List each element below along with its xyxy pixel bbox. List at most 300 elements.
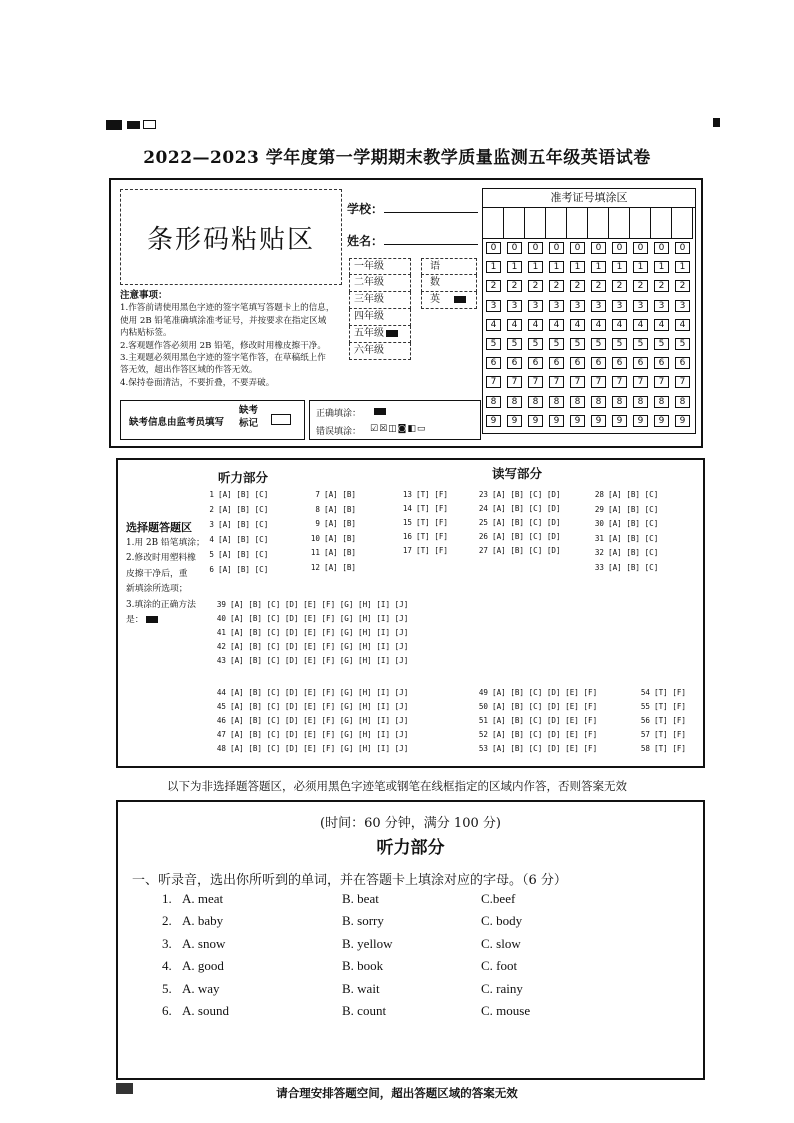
id-digit-bubble[interactable]: 0 (612, 242, 627, 254)
question-number: 3 (209, 520, 214, 529)
id-digit-bubble[interactable]: 4 (591, 319, 606, 331)
option-bubbles[interactable]: [A] [B] [C] [D] [E] [F] (492, 744, 598, 753)
id-digit-bubble[interactable]: 9 (654, 415, 669, 427)
question-number: 25 (478, 518, 488, 527)
question-number: 9 (315, 519, 320, 528)
option-bubbles[interactable]: [A] [B] [C] [D] [E] [F] [G] [H] [I] [J] (230, 642, 409, 651)
id-digit-bubble[interactable]: 4 (654, 319, 669, 331)
id-digit-bubble[interactable]: 5 (549, 338, 564, 350)
id-digit-bubble[interactable]: 2 (507, 280, 522, 292)
id-digit-bubble[interactable]: 4 (633, 319, 648, 331)
question-number: 43 (216, 656, 226, 665)
question-number: 33 (594, 562, 604, 572)
question-row[interactable] (590, 534, 658, 544)
grade-option-selected[interactable]: 五年级 (349, 326, 411, 343)
id-digit-bubble[interactable]: 4 (528, 319, 543, 331)
id-digit-bubble[interactable]: 6 (591, 357, 606, 369)
id-write-cell[interactable] (672, 208, 693, 239)
question-number: 49 (478, 688, 488, 697)
id-digit-bubble[interactable]: 3 (591, 300, 606, 312)
id-digit-bubble[interactable]: 8 (633, 396, 648, 408)
id-digit-bubble[interactable]: 2 (633, 280, 648, 292)
id-digit-bubble[interactable]: 5 (528, 338, 543, 350)
option-a: A. sound (182, 1003, 229, 1018)
id-digit-bubble[interactable]: 0 (654, 242, 669, 254)
option-bubbles[interactable]: [A] [B] (324, 562, 357, 572)
section-title: 听力部分 (376, 838, 445, 858)
option-bubbles[interactable]: [A] [B] [C] [D] [E] [F] [G] [H] [I] [J] (230, 600, 409, 609)
option-bubbles[interactable]: [A] [B] [C] [D] (492, 518, 561, 527)
exam-id-title: 准考证号填涂区 (483, 189, 695, 208)
option-bubbles[interactable]: [A] [B] [C] [D] [E] [F] [G] [H] [I] [J] (230, 688, 409, 697)
option-bubbles[interactable]: [A] [B] [C] (608, 504, 659, 514)
question-row[interactable] (474, 730, 597, 740)
id-digit-bubble[interactable]: 4 (675, 319, 690, 331)
question-row[interactable] (636, 744, 686, 754)
subject-option[interactable]: 数 (421, 275, 477, 292)
question-row[interactable] (200, 505, 268, 515)
question-number: 54 (640, 688, 650, 697)
id-digit-bubble[interactable]: 1 (507, 261, 522, 273)
subject-selector (421, 258, 477, 309)
question-row[interactable] (398, 518, 448, 528)
id-digit-bubble[interactable]: 0 (549, 242, 564, 254)
id-digit-bubble[interactable]: 7 (549, 376, 564, 388)
id-digit-bubble[interactable]: 0 (486, 242, 501, 254)
option-bubbles[interactable]: [T] [F] (654, 688, 687, 697)
id-digit-bubble[interactable]: 6 (528, 357, 543, 369)
id-digit-bubble[interactable]: 3 (633, 300, 648, 312)
id-digit-bubble[interactable]: 5 (633, 338, 648, 350)
question-row[interactable] (474, 688, 597, 698)
id-digit-bubble[interactable]: 4 (612, 319, 627, 331)
school-field[interactable] (384, 212, 478, 213)
question-number: 52 (478, 730, 488, 739)
question-row[interactable] (212, 600, 408, 610)
option-bubbles[interactable]: [A] [B] [C] (218, 520, 269, 529)
question-number: 45 (216, 702, 226, 711)
option-bubbles[interactable]: [A] [B] [C] [D] [E] [F] [G] [H] [I] [J] (230, 744, 409, 753)
question-row[interactable] (590, 490, 658, 500)
reading-heading: 读写部分 (492, 466, 543, 481)
absent-info-box: 缺考信息由监考员填写 缺考 标记 (120, 400, 305, 440)
option-bubbles[interactable]: [A] [B] (324, 548, 357, 557)
question-number: 8 (315, 504, 320, 514)
question-number: 56 (640, 716, 650, 725)
question-row[interactable] (200, 550, 268, 560)
non-choice-notice: 以下为非选择题答题区，必须用黑色字迹笔或钢笔在线框指定的区域内作答，否则答案无效 (167, 779, 627, 793)
id-digit-bubble[interactable]: 6 (612, 357, 627, 369)
filled-mark (386, 330, 398, 337)
id-digit-bubble[interactable]: 2 (612, 280, 627, 292)
id-digit-bubble[interactable]: 3 (549, 300, 564, 312)
id-digit-bubble[interactable]: 9 (633, 415, 648, 427)
question-number: 44 (216, 688, 226, 697)
id-digit-bubble[interactable]: 2 (675, 280, 690, 292)
option-bubbles[interactable]: [A] [B] [C] [D] [E] [F] [G] [H] [I] [J] (230, 628, 409, 637)
question-number: 7 (315, 490, 320, 499)
absent-checkbox[interactable] (271, 414, 291, 425)
question-row[interactable] (398, 532, 448, 542)
question-number: 51 (478, 716, 488, 725)
option-bubbles[interactable]: [A] [B] [C] [D] [E] [F] [G] [H] [I] [J] (230, 730, 409, 739)
question-row[interactable] (474, 716, 597, 726)
grade-option[interactable]: 六年级 (349, 343, 411, 360)
item-number: 3. (162, 935, 172, 951)
option-c: C. body (481, 913, 523, 929)
question-row[interactable] (636, 730, 686, 740)
question-row[interactable] (398, 504, 448, 514)
option-a: A. good (182, 958, 224, 974)
id-write-cell[interactable] (609, 208, 630, 239)
option-bubbles[interactable]: [A] [B] [C] [D] (492, 546, 561, 555)
option-c: C. rainy (481, 980, 523, 996)
correct-fill-sample (374, 408, 386, 415)
question-row[interactable] (636, 702, 686, 712)
id-digit-bubble[interactable]: 0 (591, 242, 606, 254)
question-row[interactable] (474, 744, 597, 754)
option-bubbles[interactable]: [A] [B] [C] (218, 565, 269, 574)
id-digit-bubble[interactable]: 7 (570, 376, 585, 388)
id-digit-bubble[interactable]: 3 (486, 300, 501, 312)
option-bubbles[interactable]: [A] [B] [C] (218, 505, 269, 514)
option-bubbles[interactable]: [A] [B] [C] (218, 535, 269, 544)
id-digit-bubble[interactable]: 5 (507, 338, 522, 350)
id-digit-bubble[interactable]: 9 (675, 415, 690, 427)
id-digit-bubble[interactable]: 1 (654, 261, 669, 273)
id-digit-bubble[interactable]: 5 (612, 338, 627, 350)
question-number: 17 (402, 546, 412, 555)
question-number: 57 (640, 730, 650, 739)
id-digit-bubble[interactable]: 1 (591, 261, 606, 273)
question-number: 46 (216, 716, 226, 725)
id-digit-bubble[interactable]: 6 (654, 357, 669, 369)
item-number: 6. (162, 1003, 172, 1018)
question-number: 4 (209, 535, 214, 544)
id-digit-bubble[interactable]: 6 (507, 357, 522, 369)
id-digit-bubble[interactable]: 3 (675, 300, 690, 312)
id-write-cell[interactable] (630, 208, 651, 239)
choice-instructions: 选择题答题区 1.用 2B 铅笔填涂； 2.修改时用塑料橡 皮擦干净后，重 新填涂所选项； 3.填涂的正确方法 是： (126, 521, 205, 625)
question-row[interactable] (212, 730, 408, 740)
question-number: 42 (216, 642, 226, 651)
id-digit-bubble[interactable]: 2 (591, 280, 606, 292)
exam-content-box (116, 800, 705, 1080)
id-write-cell[interactable] (567, 208, 588, 239)
id-digit-bubble[interactable]: 8 (654, 396, 669, 408)
id-digit-bubble[interactable]: 6 (633, 357, 648, 369)
id-digit-bubble[interactable]: 3 (570, 300, 585, 312)
question-row[interactable] (474, 546, 561, 556)
id-digit-bubble[interactable]: 1 (570, 261, 585, 273)
school-label: 学校： (347, 202, 384, 216)
id-digit-bubble[interactable]: 5 (675, 338, 690, 350)
option-bubbles[interactable]: [A] [B] [C] [D] [E] [F] (492, 688, 598, 697)
id-digit-bubble[interactable]: 7 (654, 376, 669, 388)
id-digit-bubble[interactable]: 7 (528, 376, 543, 388)
question-row[interactable] (474, 504, 561, 514)
option-bubbles[interactable]: [A] [B] [C] (608, 562, 659, 572)
id-digit-bubble[interactable]: 5 (591, 338, 606, 350)
option-bubbles[interactable]: [A] [B] (324, 490, 357, 499)
question-number: 10 (310, 533, 320, 543)
id-digit-bubble[interactable]: 3 (507, 300, 522, 312)
barcode-area: 条形码粘贴区 (120, 189, 342, 285)
id-digit-bubble[interactable]: 9 (486, 415, 501, 427)
option-bubbles[interactable]: [T] [F] (654, 730, 687, 739)
question-number: 1 (209, 490, 214, 499)
question-number: 27 (478, 546, 488, 555)
id-digit-bubble[interactable]: 9 (528, 415, 543, 427)
id-digit-bubble[interactable]: 7 (633, 376, 648, 388)
id-digit-bubble[interactable]: 1 (528, 261, 543, 273)
option-bubbles[interactable]: [A] [B] (324, 504, 357, 514)
option-a: A. snow (182, 935, 226, 951)
option-bubbles[interactable]: [A] [B] [C] (608, 490, 659, 499)
question-row[interactable] (306, 519, 356, 529)
id-digit-bubble[interactable]: 3 (654, 300, 669, 312)
option-bubbles[interactable]: [A] [B] [C] [D] [E] [F] [G] [H] [I] [J] (230, 656, 409, 665)
question-row[interactable] (474, 702, 597, 712)
question-row[interactable] (474, 490, 561, 500)
question-row[interactable] (200, 565, 268, 575)
question-number: 48 (216, 744, 226, 753)
option-bubbles[interactable]: [T] [F] (416, 546, 449, 555)
footer-note: 请合理安排答题空间，超出答题区域的答案无效 (276, 1086, 518, 1100)
id-digit-bubble[interactable]: 4 (486, 319, 501, 331)
option-bubbles[interactable]: [T] [F] (654, 716, 687, 725)
option-bubbles[interactable]: [T] [F] (416, 504, 449, 513)
option-bubbles[interactable]: [A] [B] (324, 519, 357, 528)
id-digit-bubble[interactable]: 9 (507, 415, 522, 427)
id-digit-bubble[interactable]: 1 (486, 261, 501, 273)
option-bubbles[interactable]: [A] [B] [C] [D] (492, 532, 561, 541)
alignment-mark (143, 120, 156, 129)
question-number: 23 (478, 490, 488, 499)
id-digit-bubble[interactable]: 7 (591, 376, 606, 388)
id-digit-bubble[interactable]: 2 (549, 280, 564, 292)
question-row[interactable] (590, 519, 658, 529)
option-bubbles[interactable]: [A] [B] [C] (608, 548, 659, 557)
question-row[interactable] (306, 548, 356, 558)
option-c: C. foot (481, 958, 518, 974)
grade-option[interactable]: 二年级 (349, 275, 411, 292)
question-row[interactable] (636, 688, 686, 698)
option-b: B. wait (342, 980, 380, 996)
id-digit-bubble[interactable]: 8 (528, 396, 543, 408)
question-row[interactable] (306, 534, 356, 544)
id-digit-bubble[interactable]: 7 (675, 376, 690, 388)
id-digit-bubble[interactable]: 8 (549, 396, 564, 408)
question-row[interactable] (474, 532, 561, 542)
question-row[interactable] (212, 702, 408, 712)
id-write-cell[interactable] (651, 208, 672, 239)
id-digit-bubble[interactable]: 8 (591, 396, 606, 408)
id-digit-bubble[interactable]: 0 (570, 242, 585, 254)
id-digit-bubble[interactable]: 6 (549, 357, 564, 369)
question-row[interactable] (306, 490, 356, 500)
id-digit-bubble[interactable]: 4 (507, 319, 522, 331)
option-bubbles[interactable]: [T] [F] (416, 518, 449, 527)
id-digit-bubble[interactable]: 8 (612, 396, 627, 408)
exam-id-grid (483, 208, 695, 433)
id-digit-bubble[interactable]: 9 (612, 415, 627, 427)
question-row[interactable] (212, 744, 408, 754)
item-number: 1. (162, 891, 172, 906)
question-row[interactable] (212, 688, 408, 698)
id-write-cell[interactable] (546, 208, 567, 239)
option-bubbles[interactable]: [A] [B] [C] [D] (492, 490, 561, 499)
grade-option[interactable]: 三年级 (349, 292, 411, 309)
filled-mark (146, 616, 158, 623)
grade-selector (349, 258, 411, 360)
id-digit-bubble[interactable]: 2 (570, 280, 585, 292)
id-digit-bubble[interactable]: 1 (633, 261, 648, 273)
id-digit-bubble[interactable]: 9 (570, 415, 585, 427)
question-row[interactable] (590, 505, 658, 515)
subject-option[interactable]: 语 (421, 258, 477, 275)
id-digit-bubble[interactable]: 7 (507, 376, 522, 388)
id-digit-bubble[interactable]: 2 (528, 280, 543, 292)
question-row[interactable] (306, 505, 356, 515)
id-digit-bubble[interactable]: 0 (507, 242, 522, 254)
question-row[interactable] (212, 628, 408, 638)
question-row[interactable] (212, 614, 408, 624)
option-a: A. way (182, 980, 220, 996)
id-write-cell[interactable] (525, 208, 546, 239)
option-c: C.beef (481, 891, 516, 906)
question-number: 41 (216, 628, 226, 637)
id-digit-bubble[interactable]: 9 (549, 415, 564, 427)
alignment-mark (713, 118, 720, 127)
id-digit-bubble[interactable]: 5 (570, 338, 585, 350)
name-label: 姓名： (347, 234, 384, 248)
option-bubbles[interactable]: [A] [B] [C] [D] [E] [F] (492, 716, 598, 725)
question-row[interactable] (212, 642, 408, 652)
question-row[interactable] (306, 563, 356, 573)
id-digit-bubble[interactable]: 4 (549, 319, 564, 331)
question-row[interactable] (474, 518, 561, 528)
id-digit-bubble[interactable]: 2 (654, 280, 669, 292)
option-bubbles[interactable]: [T] [F] (654, 702, 687, 711)
option-bubbles[interactable]: [T] [F] (416, 490, 449, 499)
option-bubbles[interactable]: [A] [B] [C] [D] (492, 504, 561, 513)
grade-option[interactable]: 一年级 (349, 258, 411, 275)
question-number: 40 (216, 614, 226, 623)
id-digit-bubble[interactable]: 8 (486, 396, 501, 408)
id-digit-bubble[interactable]: 6 (675, 357, 690, 369)
question-row[interactable] (590, 548, 658, 558)
id-digit-bubble[interactable]: 0 (633, 242, 648, 254)
question-row[interactable] (398, 490, 448, 500)
question-row[interactable] (212, 716, 408, 726)
option-bubbles[interactable]: [A] [B] [C] (218, 490, 269, 499)
id-write-cell[interactable] (483, 208, 504, 239)
question-number: 29 (594, 504, 604, 514)
option-bubbles[interactable]: [A] [B] [C] (608, 533, 659, 543)
question-number: 55 (640, 702, 650, 711)
id-digit-bubble[interactable]: 8 (675, 396, 690, 408)
option-bubbles[interactable]: [T] [F] (416, 532, 449, 541)
option-bubbles[interactable]: [A] [B] [C] (608, 519, 659, 528)
choice-answer-area (116, 458, 705, 768)
option-b: B. book (342, 958, 384, 974)
option-bubbles[interactable]: [A] [B] [C] [D] [E] [F] [G] [H] [I] [J] (230, 614, 409, 623)
id-digit-bubble[interactable]: 0 (675, 242, 690, 254)
item-number: 4. (162, 958, 172, 974)
id-digit-bubble[interactable]: 4 (570, 319, 585, 331)
question-number: 28 (594, 490, 604, 499)
question-number: 50 (478, 702, 488, 711)
question-row[interactable] (212, 656, 408, 666)
id-digit-bubble[interactable]: 8 (570, 396, 585, 408)
grade-option[interactable]: 四年级 (349, 309, 411, 326)
id-write-cell[interactable] (588, 208, 609, 239)
question-number: 16 (402, 532, 412, 541)
alignment-mark (127, 121, 140, 129)
option-bubbles[interactable]: [A] [B] [C] [D] [E] [F] [G] [H] [I] [J] (230, 702, 409, 711)
item-number: 2. (162, 913, 172, 929)
id-digit-bubble[interactable]: 5 (654, 338, 669, 350)
option-bubbles[interactable]: [A] [B] [C] (218, 550, 269, 559)
question-row[interactable] (200, 490, 268, 500)
id-write-cell[interactable] (504, 208, 525, 239)
id-digit-bubble[interactable]: 7 (612, 376, 627, 388)
id-digit-bubble[interactable]: 8 (507, 396, 522, 408)
option-bubbles[interactable]: [T] [F] (654, 744, 687, 753)
id-digit-bubble[interactable]: 6 (486, 357, 501, 369)
id-digit-bubble[interactable]: 1 (549, 261, 564, 273)
exam-time: (时间：60 分钟，满分 100 分) (320, 816, 501, 831)
id-digit-bubble[interactable]: 3 (612, 300, 627, 312)
option-c: C. slow (481, 935, 521, 951)
id-digit-bubble[interactable]: 1 (675, 261, 690, 273)
option-bubbles[interactable]: [A] [B] (324, 533, 357, 543)
question-row[interactable] (200, 535, 268, 545)
option-a: A. meat (182, 891, 224, 906)
question-number: 30 (594, 519, 604, 528)
id-digit-bubble[interactable]: 3 (528, 300, 543, 312)
id-digit-bubble[interactable]: 0 (528, 242, 543, 254)
option-bubbles[interactable]: [A] [B] [C] [D] [E] [F] (492, 730, 598, 739)
question-row[interactable] (590, 563, 658, 573)
question-number: 39 (216, 600, 226, 609)
question-number: 13 (402, 490, 412, 499)
id-digit-bubble[interactable]: 2 (486, 280, 501, 292)
fill-legend: 正确填涂： 错误填涂： ☑☒◫◙◧▭ (309, 400, 481, 440)
alignment-mark (106, 120, 122, 130)
question-number: 31 (594, 533, 604, 543)
name-field[interactable] (384, 244, 478, 245)
option-bubbles[interactable]: [A] [B] [C] [D] [E] [F] [G] [H] [I] [J] (230, 716, 409, 725)
question-row[interactable] (636, 716, 686, 726)
filled-mark (454, 296, 466, 303)
question-number: 58 (640, 744, 650, 753)
subject-option-selected[interactable]: 英 (421, 292, 477, 309)
id-digit-bubble[interactable]: 7 (486, 376, 501, 388)
id-digit-bubble[interactable]: 9 (591, 415, 606, 427)
item-number: 5. (162, 980, 172, 996)
question-number: 24 (478, 504, 488, 513)
option-bubbles[interactable]: [A] [B] [C] [D] [E] [F] (492, 702, 598, 711)
id-digit-bubble[interactable]: 1 (612, 261, 627, 273)
question-row[interactable] (398, 546, 448, 556)
question-row[interactable] (200, 520, 268, 530)
id-digit-bubble[interactable]: 6 (570, 357, 585, 369)
question-number: 2 (209, 505, 214, 514)
option-a: A. baby (182, 913, 224, 929)
id-digit-bubble[interactable]: 5 (486, 338, 501, 350)
